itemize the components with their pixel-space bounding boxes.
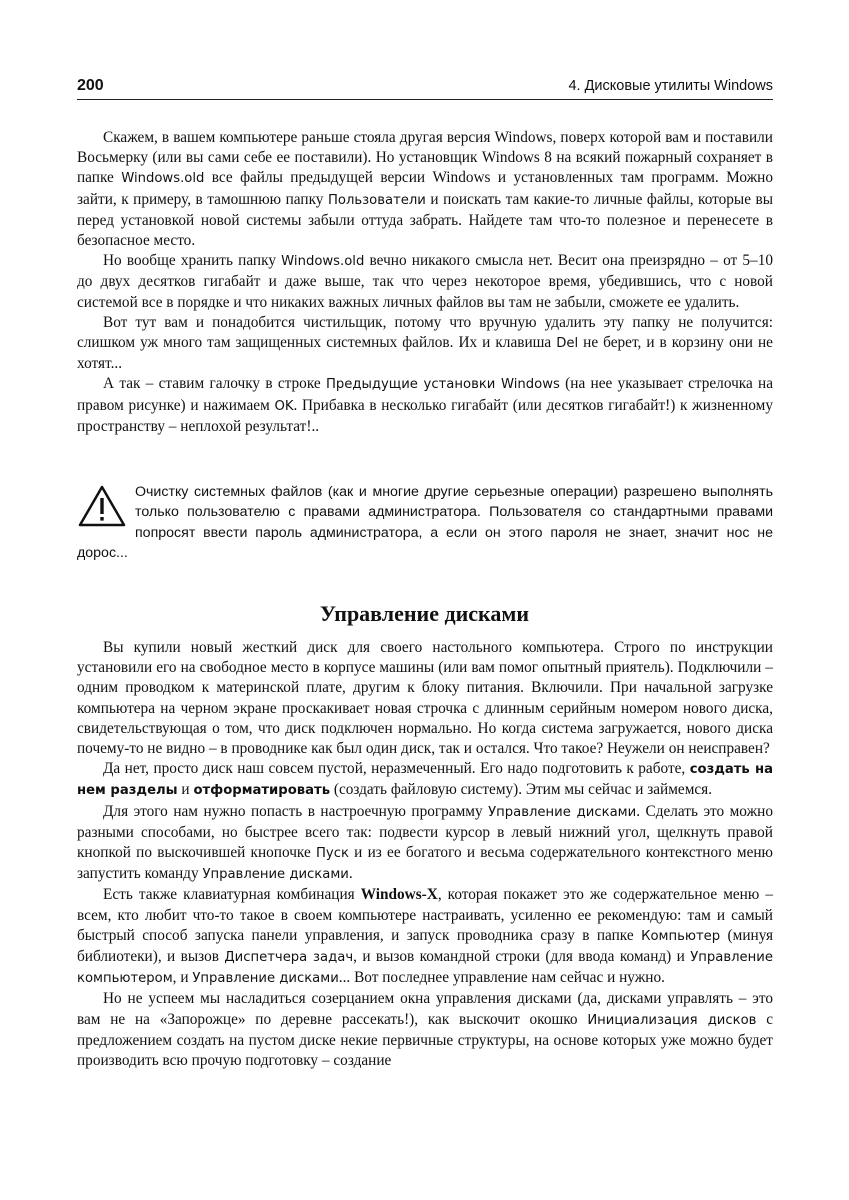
warning-text: Очистку системных файлов (как и многие другие серьезные операции) разрешено выполнять только пользователю с правами администратора. Пользователя со стандартными правами попросят ввести пароль администратора, а если он этого пароля не знает, значит нос не дорос... (77, 484, 773, 561)
page-number: 200 (77, 77, 104, 94)
warning-note (77, 482, 773, 562)
paragraph: А так – ставим галочку в строке Предыдущие установки Windows (на нее указывает стрелочка на правом рисунке) и нажимаем OK. Прибавка в несколько гигабайт (или десятков гигабайт!) к жизненному пространству – неплохой результат!.. (77, 375, 774, 435)
paragraph: Есть также клавиатурная комбинация Windows-X, которая покажет это же содержательное меню – всем, кто любит что-то такое в своем компьютере настраивать, усиленно ее рекомендую: там и самый быстрый способ запуска панели управления, и запуск проводника сразу в папке Компьютер (минуя библиотеки), и вызов Диспетчера задач, и вызов командной строки (для ввода команд) и Управление компьютером, и Управление дисками... Вот последнее управление нам сейчас и нужно. (77, 886, 773, 987)
ui-term: Управление дисками (202, 867, 349, 883)
paragraph: Вы купили новый жесткий диск для своего настольного компьютера. Строго по инструкции установили его на свободное место в корпусе машины (или вам помог опытный приятель). Подключили – одним проводком к материнской плате, другим к блоку питания. Включили. При начальной загрузке компьютера на черном экране проскакивает новая строчка с длинным серийным номером нового диска, свидетельствующая о том, что диск подключен нормально. Но когда система загружается, нового диска почему-то не видно – в проводнике как был один диск, так и остался. Что такое? Неужели он неисправен? (77, 639, 773, 758)
ui-term: Диспетчера задач (224, 950, 354, 966)
paragraph: Но не успеем мы насладиться созерцанием окна управления дисками (да, дисками управлять – это вам не на «Запорожце» по деревне рассекать!), как выскочит окошко Инициализация дисков с предложением создать на пустом диске некие первичные структуры, на основе которых уже можно будет производить всю прочую подготовку – создание (77, 990, 773, 1070)
ui-term: Windows.old (121, 171, 205, 187)
bold-term: отформатировать (193, 783, 331, 799)
paragraph: Но вообще хранить папку Windows.old вечно никакого смысла нет. Весит она преизрядно – от 5–10 до двух десятков гигабайт и даже выше, так что через некоторое время, убедившись, что с новой системой все в порядке и что никаких важных личных файлов вы там не забыли, сможете ее удалить. (77, 252, 774, 311)
key-combination: Windows-X (360, 886, 438, 904)
ui-term: Инициализация дисков (587, 1012, 757, 1028)
ui-term: OK (274, 398, 294, 414)
warning-triangle-icon (77, 484, 127, 528)
section-title: Управление дисками (319, 601, 530, 626)
ui-term: Del (556, 336, 579, 352)
ui-term: Windows.old (281, 254, 365, 270)
ui-term: Управление компьютером (77, 950, 773, 987)
paragraph: Да нет, просто диск наш совсем пустой, неразмеченный. Его надо подготовить к работе, создать на нем разделы и отформатировать (создать файловую систему). Этим мы сейчас и займемся. (77, 760, 773, 799)
text-block-top (77, 128, 773, 437)
paragraph: Для этого нам нужно попасть в настроечную программу Управление дисками. Сделать это можно разными способами, но быстрее всего так: подвести курсор в левый нижний угол, щелкнуть правой кнопкой по выскочившей кнопочке Пуск и из ее богатого и весьма содержательного контекстного меню запустить команду Управление дисками. (77, 802, 773, 883)
ui-term: Управление дисками (192, 971, 339, 987)
paragraph: Скажем, в вашем компьютере раньше стояла другая версия Windows, поверх которой вам и поставили Восьмерку (или вы сами себе ее поставили). Но установщик Windows 8 на всякий пожарный сохраняет в папке Windows.old все файлы предыдущей версии Windows и установленных там программ. Можно зайти, к примеру, в тамошнюю папку Пользователи и поискать там какие-то личные файлы, которые вы перед установкой новой системы забыли оттуда забрать. Найдете там что-то полезное и перенесете в безопасное место. (77, 129, 774, 250)
ui-term: Пользователи (327, 192, 426, 208)
ui-term: Управление дисками (488, 804, 637, 820)
bold-term: создать на нем разделы (77, 762, 773, 799)
page-header (77, 73, 773, 100)
paragraph: Вот тут вам и понадобится чистильщик, потому что вручную удалить эту папку не получится: слишком уж много там защищенных системных файлов. Их и клавиша Del не берет, и в корзину они не хотят... (77, 313, 773, 373)
text-block-bottom (77, 638, 773, 1071)
ui-term: Предыдущие установки Windows (325, 377, 560, 393)
ui-term: Пуск (316, 846, 349, 862)
running-head: 4. Дисковые утилиты Windows (568, 78, 773, 94)
ui-term: Компьютер (641, 928, 721, 944)
